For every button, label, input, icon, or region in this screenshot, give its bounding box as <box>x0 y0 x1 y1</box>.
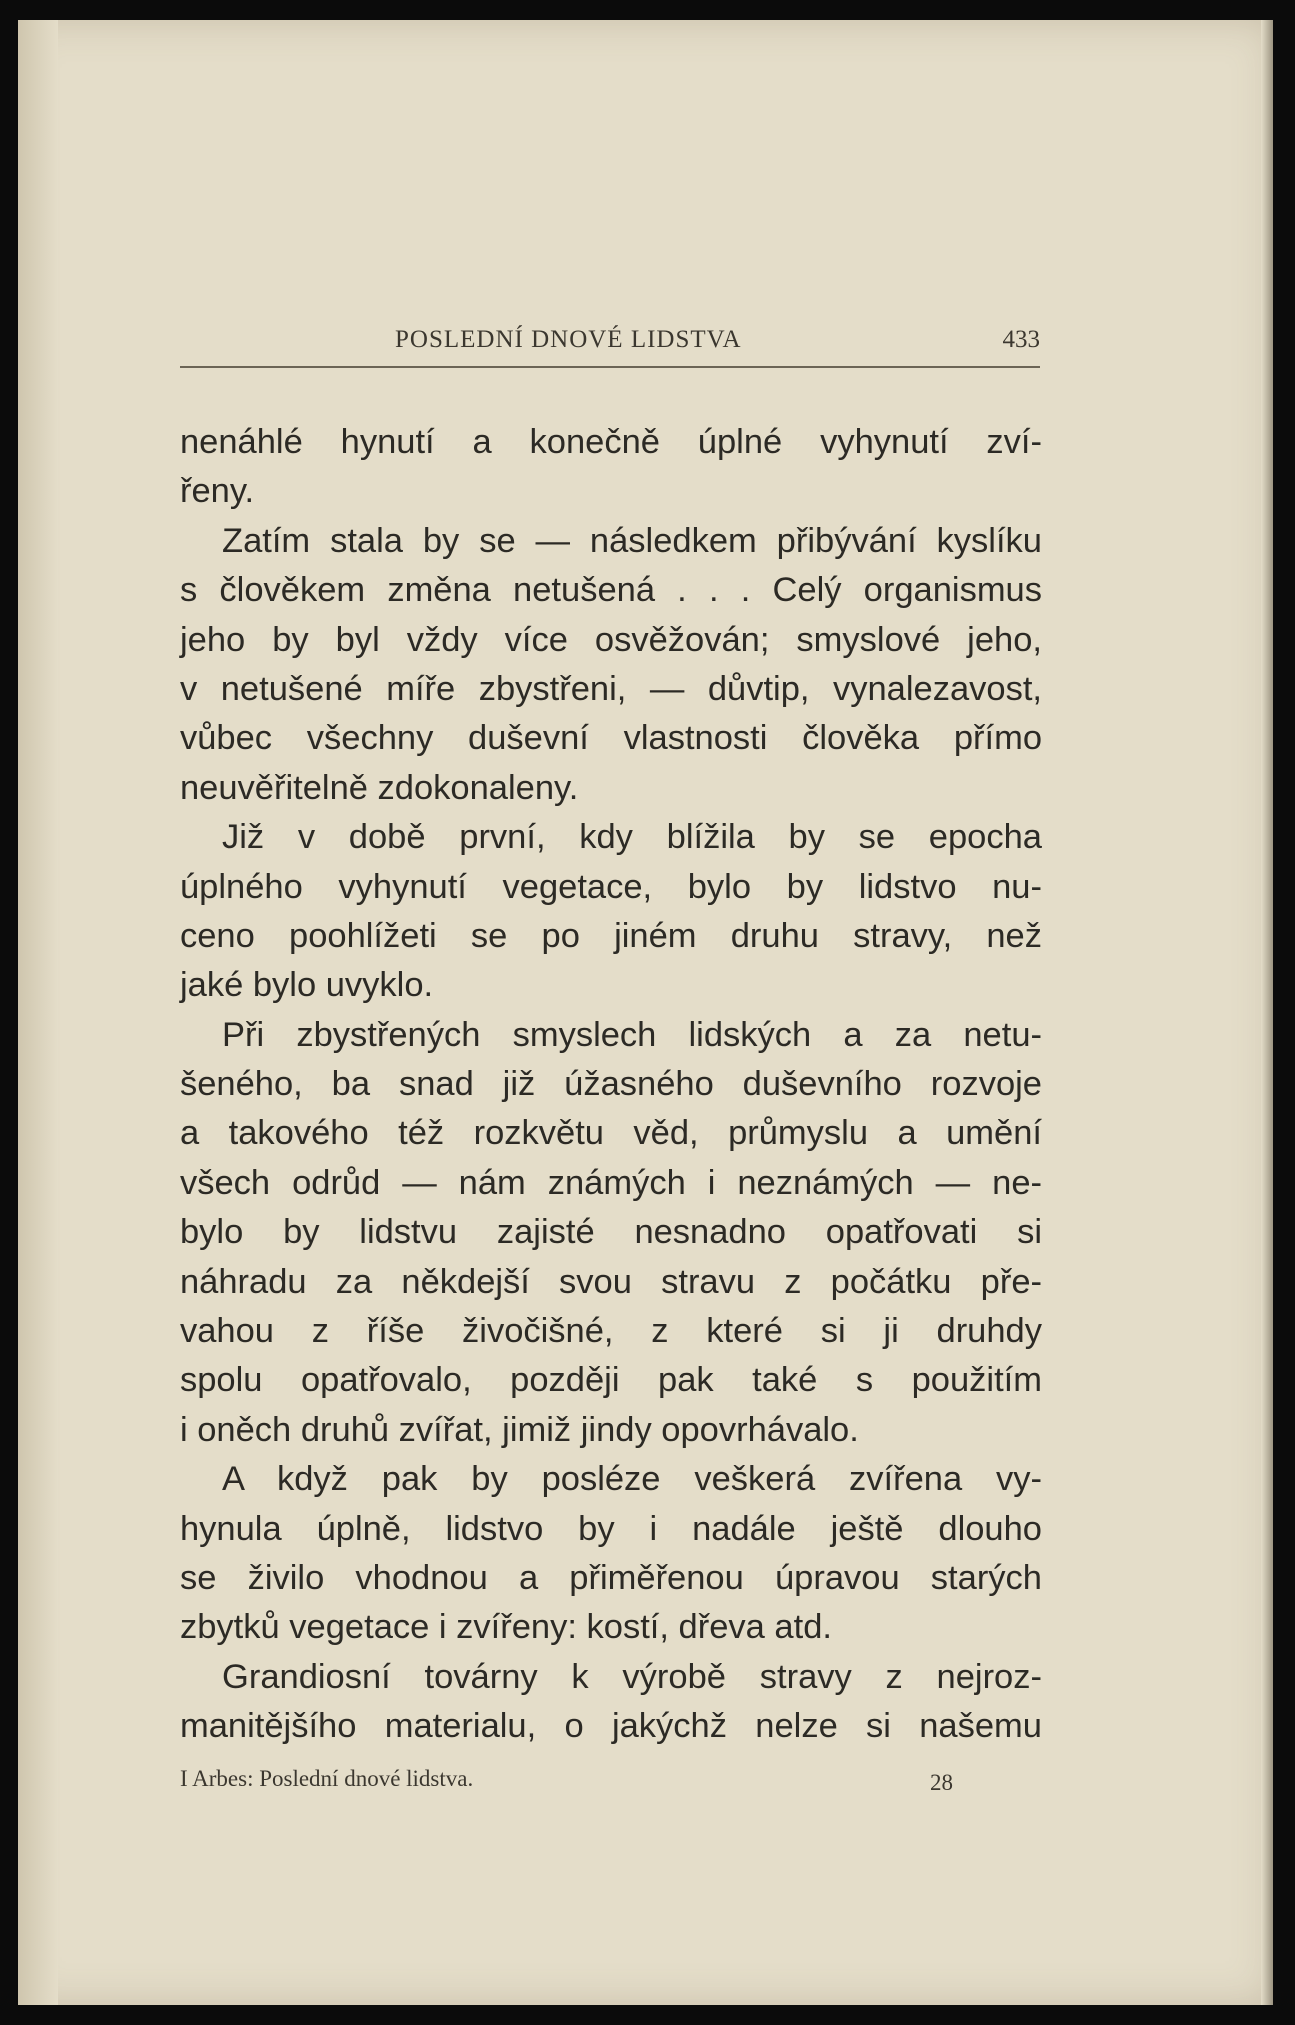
text-line: úplného vyhynutí vegetace, bylo by lidstvo nu- <box>180 867 1042 906</box>
text-line: řeny. <box>180 472 255 511</box>
text-line: vůbec všechny duševní vlastnosti člověka přímo <box>180 719 1042 758</box>
page-binding-shadow <box>18 20 58 2005</box>
text-line: spolu opatřovalo, později pak také s použitím <box>180 1361 1042 1400</box>
running-header <box>180 322 1040 358</box>
text-line: Při zbystřených smyslech lidských a za netu- <box>222 1015 1042 1054</box>
text-line: náhradu za někdejší svou stravu z počátku pře- <box>180 1262 1042 1301</box>
text-line: ceno poohlížeti se po jiném druhu stravy, než <box>180 916 1042 955</box>
text-line: neuvěřitelně zdokonaleny. <box>180 768 579 807</box>
text-line: všech odrůd — nám známých i neznámých — ne- <box>180 1163 1042 1202</box>
body-text <box>180 418 1042 1752</box>
text-line: manitějšího materialu, o jakýchž nelze si našemu <box>180 1707 1042 1746</box>
text-line: nenáhlé hynutí a konečně úplné vyhynutí zví- <box>180 423 1042 461</box>
text-line: a takového též rozkvětu věd, průmyslu a umění <box>180 1114 1042 1153</box>
page-edge-shadow <box>1261 20 1273 2005</box>
text-line: s člověkem změna netušená . . . Celý organismus <box>180 571 1042 610</box>
signature-number: 28 <box>930 1770 953 1795</box>
running-title: POSLEDNÍ DNOVÉ LIDSTVA <box>395 326 742 353</box>
text-line: šeného, ba snad již úžasného duševního rozvoje <box>180 1065 1042 1104</box>
page-footer <box>180 1766 1040 1800</box>
text-line: A když pak by posléze veškerá zvířena vy- <box>222 1460 1042 1499</box>
text-line: Grandiosní továrny k výrobě stravy z nejroz- <box>222 1657 1042 1696</box>
text-line: bylo by lidstvu zajisté nesnadno opatřovati si <box>180 1213 1042 1252</box>
text-line: i oněch druhů zvířat, jimiž jindy opovrhávalo. <box>180 1410 859 1449</box>
page-number: 433 <box>1002 326 1040 353</box>
header-rule <box>180 366 1040 368</box>
printer-signature: I Arbes: Poslední dnové lidstva. <box>180 1766 474 1791</box>
text-line: v netušené míře zbystřeni, — důvtip, vynalezavost, <box>180 669 1042 708</box>
text-line: se živilo vhodnou a přiměřenou úpravou starých <box>180 1558 1042 1597</box>
text-line: zbytků vegetace i zvířeny: kostí, dřeva atd. <box>180 1608 832 1647</box>
text-line: jaké bylo uvyklo. <box>180 966 434 1005</box>
text-line: jeho by byl vždy více osvěžován; smyslové jeho, <box>180 620 1042 659</box>
text-line: Již v době první, kdy blížila by se epocha <box>222 818 1042 857</box>
text-line: hynula úplně, lidstvo by i nadále ještě dlouho <box>180 1509 1042 1548</box>
text-line: vahou z říše živočišné, z které si ji druhdy <box>180 1312 1042 1351</box>
text-line: Zatím stala by se — následkem přibývání kyslíku <box>222 521 1042 560</box>
